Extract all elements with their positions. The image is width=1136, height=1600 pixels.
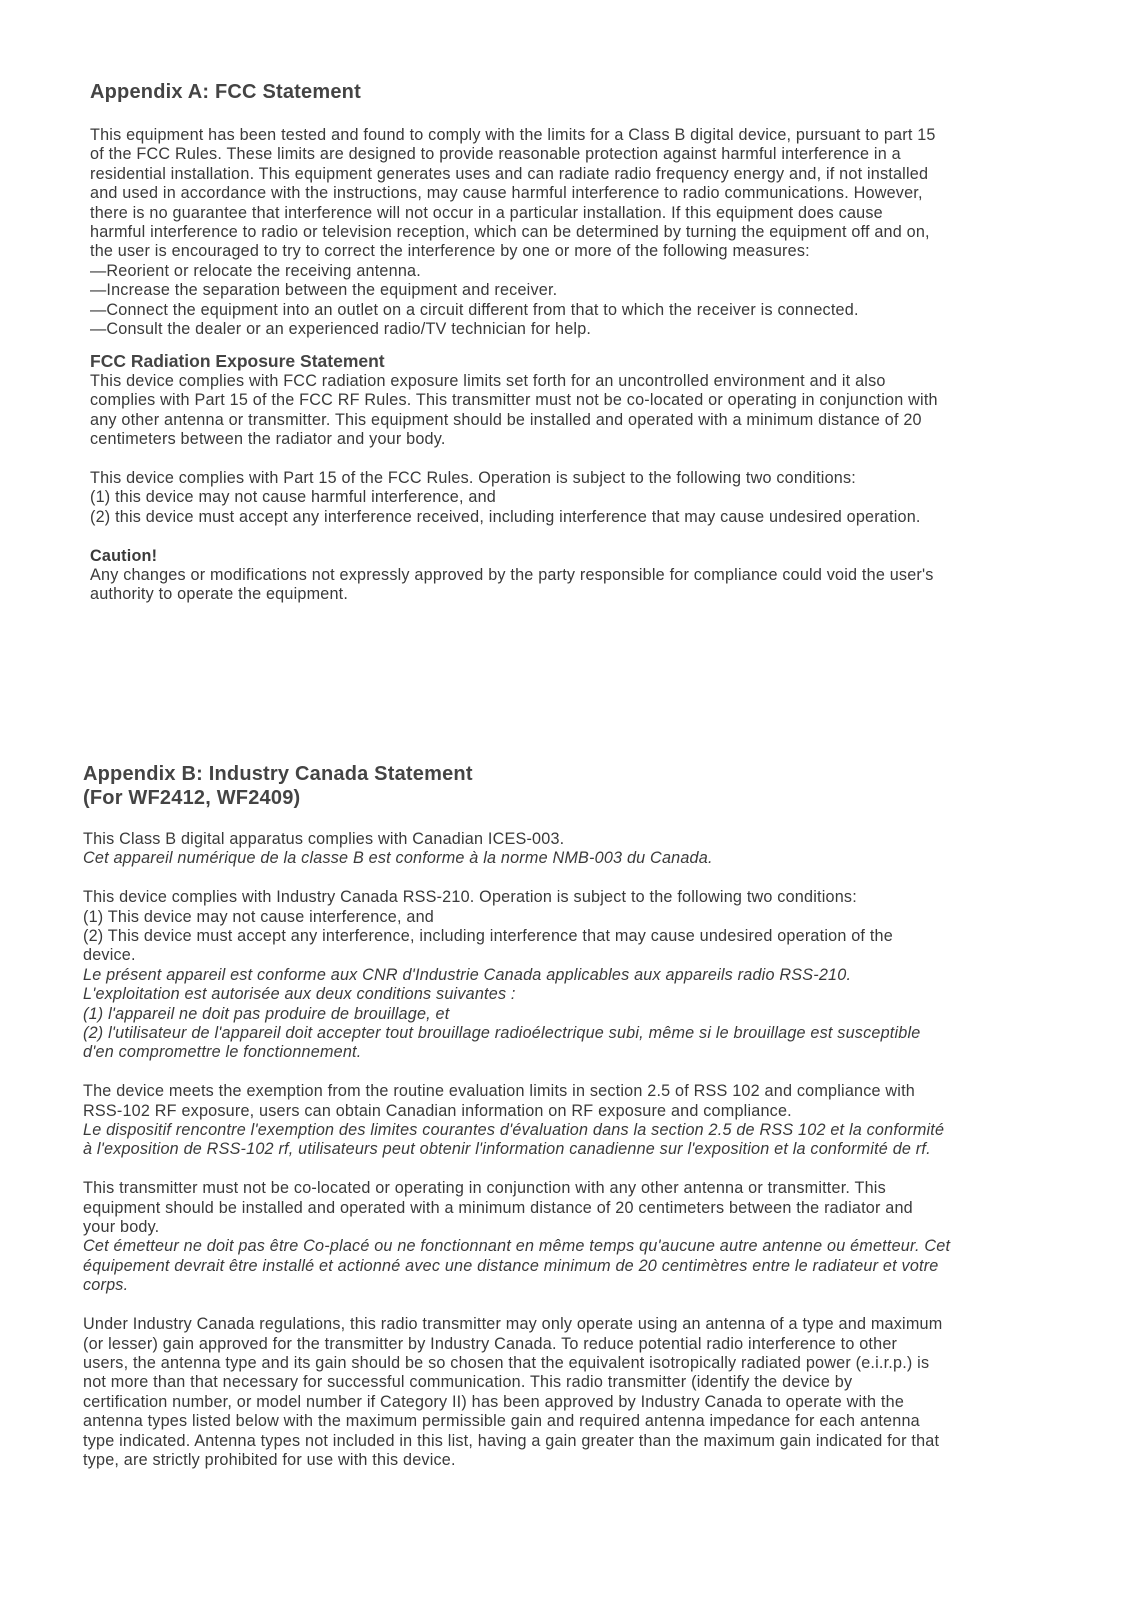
text-line: of the FCC Rules. These limits are designed to provide reasonable protection against harmful interference in a: [90, 145, 901, 164]
text-line: Any changes or modifications not expressly approved by the party responsible for compliance could void the user's: [90, 565, 934, 584]
text-line: centimeters between the radiator and your body.: [90, 430, 446, 449]
text-line: (2) this device must accept any interference received, including interference that may cause undesired operation.: [90, 507, 921, 526]
radiation-exposure-paragraph: [90, 372, 1060, 450]
text-line-fr: Cet appareil numérique de la classe B est conforme à la norme NMB-003 du Canada.: [83, 849, 713, 868]
ices-paragraph: [83, 830, 1063, 869]
title-line: (For WF2412, WF2409): [83, 787, 301, 809]
text-line: antenna types listed below with the maximum permissible gain and required antenna impedance for each antenna: [83, 1412, 920, 1431]
rss210-paragraph: [83, 888, 1063, 1063]
appendix-a-title: Appendix A: FCC Statement: [90, 81, 361, 103]
text-line: This Class B digital apparatus complies with Canadian ICES-003.: [83, 830, 565, 848]
text-line-fr: L'exploitation est autorisée aux deux conditions suivantes :: [83, 985, 516, 1004]
text-line: your body.: [83, 1218, 160, 1237]
text-line: The device meets the exemption from the routine evaluation limits in section 2.5 of RSS 102 and compliance with: [83, 1082, 916, 1101]
text-line: This device complies with FCC radiation exposure limits set forth for an uncontrolled environment and it also: [90, 371, 886, 390]
text-line: This device complies with Part 15 of the FCC Rules. Operation is subject to the following two conditions:: [90, 468, 856, 487]
appendix-b-section: [83, 762, 1063, 1470]
text-line: certification number, or model number if Category II) has been approved by Industry Canada to operate with the: [83, 1392, 905, 1411]
text-line-fr: Le dispositif rencontre l'exemption des limites courantes d'évaluation dans la section 2.5 de RSS 102 et la conformité: [83, 1121, 945, 1140]
text-line-fr: (1) l'appareil ne doit pas produire de brouillage, et: [83, 1004, 450, 1023]
radiation-exposure-heading: FCC Radiation Exposure Statement: [90, 351, 385, 372]
text-line: type, are strictly prohibited for use with this device.: [83, 1450, 456, 1469]
text-line: (1) This device may not cause interference, and: [83, 907, 435, 926]
text-line: the user is encouraged to try to correct the interference by one or more of the following measures:: [90, 242, 810, 261]
text-line: This device complies with Industry Canada RSS-210. Operation is subject to the following two conditions:: [83, 888, 857, 907]
text-line: device.: [83, 946, 136, 965]
text-line-fr: corps.: [83, 1276, 129, 1295]
text-line: harmful interference to radio or television reception, which can be determined by turning the equipment off and on,: [90, 223, 930, 242]
text-line: (or lesser) gain approved for the transmitter by Industry Canada. To reduce potential radio interference to other: [83, 1334, 898, 1353]
measure-item: —Increase the separation between the equipment and receiver.: [90, 281, 558, 300]
antenna-paragraph: [83, 1315, 1063, 1470]
text-line-fr: d'en compromettre le fonctionnement.: [83, 1043, 362, 1062]
text-line: This transmitter must not be co-located or operating in conjunction with any other antenna or transmitter. This: [83, 1179, 886, 1198]
text-line: (1) this device may not cause harmful interference, and: [90, 488, 496, 507]
text-line: RSS-102 RF exposure, users can obtain Canadian information on RF exposure and compliance.: [83, 1101, 792, 1120]
colocation-paragraph: [83, 1179, 1063, 1295]
text-line: This equipment has been tested and found to comply with the limits for a Class B digital device, pursuant to part 15: [90, 126, 936, 144]
text-line: equipment should be installed and operated with a minimum distance of 20 centimeters between the radiator and: [83, 1198, 913, 1217]
text-line: there is no guarantee that interference will not occur in a particular installation. If this equipment does cause: [90, 203, 883, 222]
measure-item: —Connect the equipment into an outlet on a circuit different from that to which the receiver is connected.: [90, 300, 859, 319]
text-line-fr: équipement devrait être installé et actionné avec une distance minimum de 20 centimètres entre le radiateur et votre: [83, 1256, 939, 1275]
text-line: authority to operate the equipment.: [90, 585, 349, 604]
caution-heading: Caution!: [90, 546, 158, 565]
appendix-b-title: [83, 762, 1063, 810]
caution-paragraph: [90, 566, 1060, 605]
title-line: Appendix B: Industry Canada Statement: [83, 763, 473, 785]
text-line: type indicated. Antenna types not included in this list, having a gain greater than the maximum gain indicated for that: [83, 1431, 940, 1450]
part15-paragraph: [90, 469, 1060, 527]
text-line: (2) This device must accept any interference, including interference that may cause undesired operation of the: [83, 927, 893, 946]
text-line-fr: Cet émetteur ne doit pas être Co-placé ou ne fonctionnant en même temps qu'aucune autre antenne ou émetteur. Cet: [83, 1237, 951, 1256]
text-line: users, the antenna type and its gain should be so chosen that the equivalent isotropically radiated power (e.i.r.p.) is: [83, 1353, 930, 1372]
appendix-a-section: [90, 80, 1060, 605]
text-line-fr: (2) l'utilisateur de l'appareil doit accepter tout brouillage radioélectrique subi, même si le brouillage est susceptible: [83, 1024, 921, 1043]
rss102-paragraph: [83, 1082, 1063, 1160]
text-line: Under Industry Canada regulations, this radio transmitter may only operate using an antenna of a type and maximum: [83, 1315, 943, 1334]
text-line: not more than that necessary for successful communication. This radio transmitter (identify the device by: [83, 1373, 853, 1392]
text-line: complies with Part 15 of the FCC RF Rules. This transmitter must not be co-located or operating in conjunction with: [90, 391, 938, 410]
measure-item: —Reorient or relocate the receiving antenna.: [90, 261, 421, 280]
text-line: residential installation. This equipment generates uses and can radiate radio frequency energy and, if not installed: [90, 164, 929, 183]
text-line-fr: Le présent appareil est conforme aux CNR d'Industrie Canada applicables aux appareils radio RSS-210.: [83, 965, 852, 984]
text-line: any other antenna or transmitter. This equipment should be installed and operated with a minimum distance of 20: [90, 410, 922, 429]
measure-item: —Consult the dealer or an experienced radio/TV technician for help.: [90, 320, 592, 339]
text-line: and used in accordance with the instructions, may cause harmful interference to radio communications. However,: [90, 184, 923, 203]
fcc-intro-paragraph: [90, 126, 1060, 339]
text-line-fr: à l'exposition de RSS-102 rf, utilisateurs peut obtenir l'information canadienne sur l'exposition et la conformité de rf.: [83, 1140, 931, 1159]
